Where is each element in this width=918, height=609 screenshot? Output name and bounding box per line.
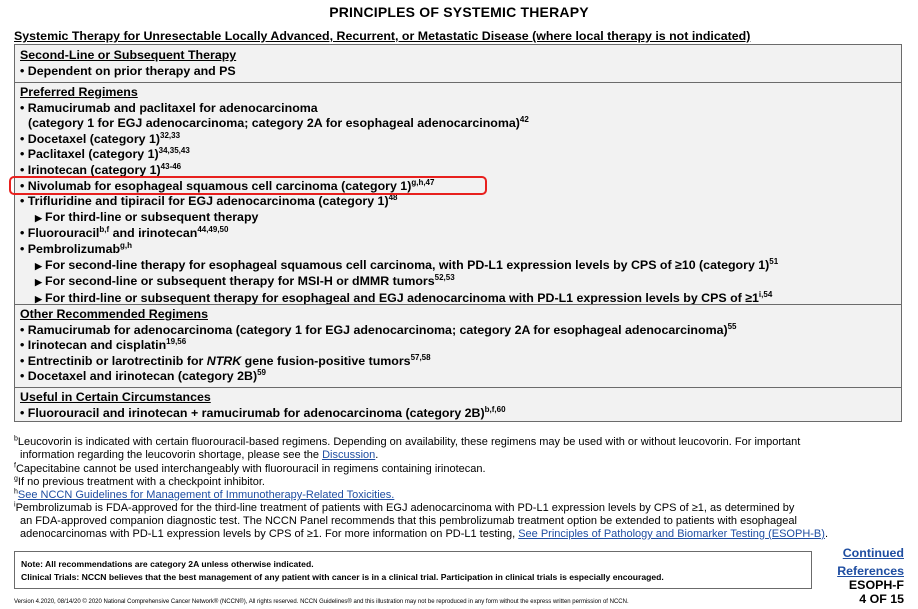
list-item: • Entrectinib or larotrectinib for NTRK gene fusion-positive tumors$^{57,58}$ (20, 352, 431, 368)
list-item: • Paclitaxel (category 1)$^{34,35,43}$ (20, 146, 190, 162)
footnote-f: $^f$Capecitabine cannot be used interchangeably with fluorouracil in regimens containing irinotecan. (14, 462, 486, 475)
second-line-section (15, 45, 901, 82)
list-item: (category 1 for EGJ adenocarcinoma; category 2A for esophageal adenocarcinoma)$^{42}$ (28, 115, 529, 131)
sub-item: ▶ For second-line therapy for esophageal squamous cell carcinoma, with PD-L1 expression levels by CPS of ≥10 (category 1)$^{51}$ (20, 258, 901, 275)
sub-item: ▶ For second-line or subsequent therapy for MSI-H or dMMR tumors$^{52,53}$ (20, 274, 901, 291)
footnote-b: $^b$Leucovorin is indicated with certain fluorouracil-based regimens. Depending on availability, these regimens may be used with or without leucovorin. For important (14, 435, 801, 448)
highlight-box (9, 176, 487, 195)
list-item: • Irinotecan (category 1)$^{43-46}$ (20, 161, 182, 177)
references-link[interactable]: References (837, 564, 904, 578)
list-item: • Trifluridine and tipiracil for EGJ adenocarcinoma (category 1)$^{48}$ (20, 193, 398, 209)
useful-section (15, 387, 901, 421)
footnote-g: $^g$If no previous treatment with a checkpoint inhibitor. (14, 475, 265, 488)
arrow-right-icon: ▶ (35, 212, 42, 223)
regimen-table (14, 44, 902, 422)
page-code: ESOPH-F (848, 578, 904, 592)
arrow-right-icon: ▶ (35, 260, 42, 271)
note-text: Note: All recommendations are category 2A unless otherwise indicated. (21, 559, 314, 569)
list-item: • Docetaxel (category 1)$^{32,33}$ (20, 130, 181, 146)
list-item: • Ramucirumab and paclitaxel for adenocarcinoma (20, 100, 318, 115)
list-item: • Fluorouracil and irinotecan + ramucirumab for adenocarcinoma (category 2B)$^{b,f,60}$ (20, 404, 506, 420)
footnote-i-cont: an FDA-approved companion diagnostic test. The NCCN Panel recommends that this pembrolizumab treatment option be extended to patients with esophageal (20, 515, 797, 527)
immunotherapy-toxicities-link[interactable]: See NCCN Guidelines for Management of Immunotherapy-Related Toxicities. (17, 489, 395, 501)
other-section (15, 304, 901, 387)
list-item-nivolumab: • Nivolumab for esophageal squamous cell carcinoma (category 1)$^{g,h,47}$ (20, 177, 435, 193)
useful-header: Useful in Certain Circumstances (20, 390, 211, 404)
page-title: PRINCIPLES OF SYSTEMIC THERAPY (329, 4, 589, 20)
clinical-trials-text: Clinical Trials: NCCN believes that the best management of any patient with cancer is in a clinical trial. Participation in clinical trials is especially encouraged. (21, 572, 664, 582)
pathology-biomarker-link[interactable]: See Principles of Pathology and Biomarker Testing (ESOPH-B) (518, 528, 825, 540)
footnote-i: $^i$Pembrolizumab is FDA-approved for the third-line treatment of patients with EGJ adenocarcinoma with PD-L1 expression levels by CPS of ≥1, as determined by (14, 501, 795, 514)
footnote-h: $^h$See NCCN Guidelines for Management of Immunotherapy-Related Toxicities. (14, 488, 395, 501)
list-item: • Fluorouracil$^{b,f}$ and irinotecan$^{44,49,50}$ (20, 225, 229, 241)
section-subtitle: Systemic Therapy for Unresectable Locally Advanced, Recurrent, or Metastatic Disease (where local therapy is not indicated) (14, 29, 751, 43)
preferred-header: Preferred Regimens (20, 85, 138, 99)
copyright-text: Version 4.2020, 08/14/20 © 2020 National Comprehensive Cancer Network® (NCCN®), All rights reserved. NCCN Guidelines® and this illustration may not be reproduced in any form without the express written permission of NCCN. (14, 599, 629, 605)
sub-item: ▶ For third-line or subsequent therapy for esophageal and EGJ adenocarcinoma with PD-L1 expression levels by CPS of $\ge 1^{i,54}$ (20, 291, 901, 308)
continued-link[interactable]: Continued (842, 546, 904, 560)
other-header: Other Recommended Regimens (20, 307, 208, 321)
footnote-i-cont: adenocarcinomas with PD-L1 expression levels by CPS of ≥1. For more information on PD-L1 testing, See Principles of Pathology and Biomarker Testing (ESOPH-B). (20, 528, 828, 540)
sub-item: ▶ For third-line or subsequent therapy (20, 210, 901, 227)
arrow-right-icon: ▶ (35, 293, 42, 304)
second-line-header: Second-Line or Subsequent Therapy (20, 48, 237, 62)
discussion-link[interactable]: Discussion (322, 449, 376, 461)
arrow-right-icon: ▶ (35, 277, 42, 288)
note-box (14, 551, 812, 589)
list-item: • Pembrolizumab$^{g,h}$ (20, 240, 133, 256)
list-item: • Irinotecan and cisplatin$^{19,56}$ (20, 337, 187, 353)
footnote-b-cont: information regarding the leucovorin shortage, please see the Discussion. (20, 449, 379, 461)
second-line-item: • Dependent on prior therapy and PS (20, 63, 236, 78)
list-item: • Ramucirumab for adenocarcinoma (category 1 for EGJ adenocarcinoma; category 2A for esophageal adenocarcinoma)$^{55}$ (20, 321, 737, 337)
list-item: • Docetaxel and irinotecan (category 2B)$^{59}$ (20, 368, 266, 384)
page-number: 4 OF 15 (859, 592, 904, 606)
